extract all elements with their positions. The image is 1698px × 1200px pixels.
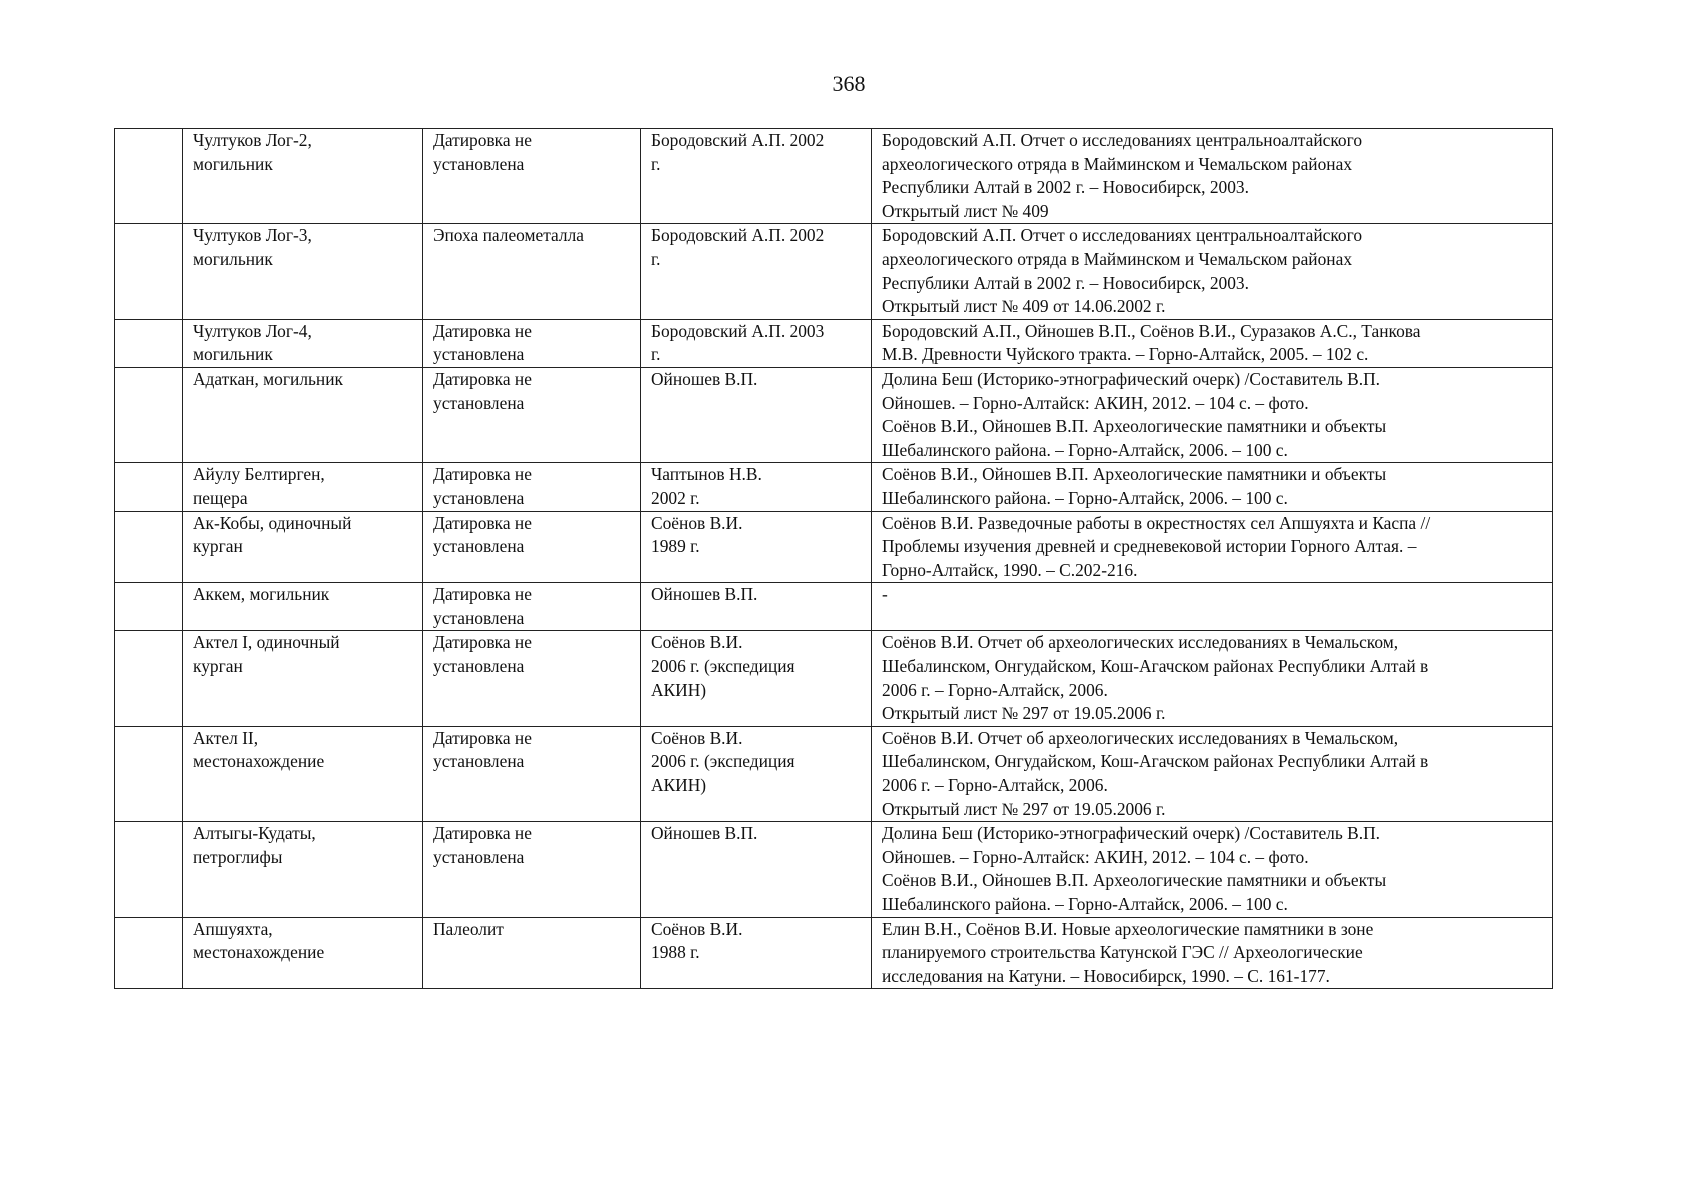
cell-text-line: Бородовский А.П. 2002 — [651, 130, 825, 150]
cell-text-line: Соёнов В.И. Отчет об археологических исследованиях в Чемальском, — [882, 632, 1399, 653]
cell-text-line: курган — [193, 656, 243, 677]
site-name-cell — [183, 463, 423, 511]
cell-text-line: Открытый лист № 297 от 19.05.2006 г. — [882, 703, 1166, 724]
sources-cell — [872, 583, 1553, 631]
cell-text-line: установлена — [433, 846, 525, 867]
site-name-cell — [183, 822, 423, 917]
cell-text-line: Шебалинском, Онгудайском, Кош-Агачском районах Республики Алтай в — [882, 656, 1429, 677]
cell-text-line: 2006 г. (экспедиция — [651, 656, 795, 677]
researcher-cell — [641, 367, 872, 462]
row-number-cell — [115, 631, 183, 726]
cell-text-line: установлена — [433, 751, 525, 772]
table-row — [115, 224, 1553, 319]
researcher-cell — [641, 583, 872, 631]
cell-text-line: Айулу Белтирген, — [193, 464, 325, 485]
cell-text-line: Елин В.Н., Соёнов В.И. Новые археологические памятники в зоне — [882, 918, 1374, 939]
monuments-table-body — [115, 129, 1553, 989]
researcher-cell — [641, 319, 872, 367]
cell-text-line: Шебалинском, Онгудайском, Кош-Агачском районах Республики Алтай в — [882, 751, 1429, 772]
cell-text-line: Соёнов В.И. — [651, 632, 743, 653]
cell-text-line: Актел II, — [193, 727, 259, 748]
cell-text-line: установлена — [433, 392, 525, 413]
cell-text-line: Ак-Кобы, одиночный — [193, 512, 352, 533]
cell-text-line: Датировка не — [433, 823, 532, 844]
site-name-cell — [183, 319, 423, 367]
row-number-cell — [115, 129, 183, 224]
cell-text-line: г. — [651, 344, 661, 365]
sources-cell — [872, 367, 1553, 462]
cell-text-line: Проблемы изучения древней и средневековой истории Горного Алтая. – — [882, 536, 1417, 557]
cell-text-line: Датировка не — [433, 320, 532, 341]
row-number-cell — [115, 917, 183, 989]
researcher-cell — [641, 463, 872, 511]
monuments-table — [114, 128, 1553, 989]
cell-text-line: АКИН) — [651, 775, 707, 796]
cell-text-line: - — [882, 584, 888, 605]
cell-text-line: Шебалинского района. – Горно-Алтайск, 2006. – 100 с. — [882, 487, 1288, 508]
dating-cell — [423, 822, 641, 917]
cell-text-line: Датировка не — [433, 464, 532, 485]
cell-text-line: 2006 г. – Горно-Алтайск, 2006. — [882, 775, 1108, 796]
cell-text-line: Датировка не — [433, 727, 532, 748]
cell-text-line: установлена — [433, 487, 525, 508]
sources-cell — [872, 631, 1553, 726]
table-row — [115, 511, 1553, 583]
researcher-cell — [641, 129, 872, 224]
cell-text-line: Соёнов В.И. Отчет об археологических исследованиях в Чемальском, — [882, 727, 1399, 748]
cell-text-line: петроглифы — [193, 846, 283, 867]
cell-text-line: Ойношев В.П. — [651, 368, 758, 389]
cell-text-line: Соёнов В.И., Ойношев В.П. Археологические памятники и объекты — [882, 416, 1387, 437]
cell-text-line: Долина Беш (Историко-этнографический очерк) /Составитель В.П. — [882, 368, 1380, 389]
site-name-cell — [183, 631, 423, 726]
cell-text-line: Открытый лист № 409 — [882, 200, 1049, 221]
cell-text-line: Адаткан, могильник — [193, 368, 343, 389]
cell-text-line: Чултуков Лог-2, — [193, 130, 312, 150]
row-number-cell — [115, 583, 183, 631]
cell-text-line: могильник — [193, 248, 273, 269]
sources-cell — [872, 129, 1553, 224]
researcher-cell — [641, 726, 872, 821]
row-number-cell — [115, 822, 183, 917]
cell-text-line: Ойношев. – Горно-Алтайск: АКИН, 2012. – 104 с. – фото. — [882, 392, 1309, 413]
cell-text-line: М.В. Древности Чуйского тракта. – Горно-Алтайск, 2005. – 102 с. — [882, 344, 1369, 365]
cell-text-line: исследования на Катуни. – Новосибирск, 1990. – С. 161-177. — [882, 965, 1330, 986]
row-number-cell — [115, 319, 183, 367]
cell-text-line: установлена — [433, 344, 525, 365]
cell-text-line: установлена — [433, 656, 525, 677]
site-name-cell — [183, 224, 423, 319]
cell-text-line: установлена — [433, 536, 525, 557]
cell-text-line: Датировка не — [433, 632, 532, 653]
cell-text-line: Ойношев В.П. — [651, 823, 758, 844]
researcher-cell — [641, 224, 872, 319]
dating-cell — [423, 917, 641, 989]
cell-text-line: Бородовский А.П. 2003 — [651, 320, 825, 341]
dating-cell — [423, 726, 641, 821]
site-name-cell — [183, 129, 423, 224]
sources-cell — [872, 319, 1553, 367]
cell-text-line: Бородовский А.П., Ойношев В.П., Соёнов В.И., Суразаков А.С., Танкова — [882, 320, 1421, 341]
researcher-cell — [641, 631, 872, 726]
dating-cell — [423, 463, 641, 511]
cell-text-line: Датировка не — [433, 130, 532, 150]
cell-text-line: Открытый лист № 297 от 19.05.2006 г. — [882, 798, 1166, 819]
cell-text-line: Открытый лист № 409 от 14.06.2002 г. — [882, 296, 1166, 317]
cell-text-line: Чултуков Лог-4, — [193, 320, 312, 341]
cell-text-line: 2006 г. (экспедиция — [651, 751, 795, 772]
cell-text-line: Чултуков Лог-3, — [193, 225, 312, 246]
table-row — [115, 463, 1553, 511]
cell-text-line: Шебалинского района. – Горно-Алтайск, 2006. – 100 с. — [882, 894, 1288, 914]
cell-text-line: 2006 г. – Горно-Алтайск, 2006. — [882, 679, 1108, 700]
cell-text-line: установлена — [433, 153, 525, 174]
cell-text-line: курган — [193, 536, 243, 557]
row-number-cell — [115, 224, 183, 319]
cell-text-line: пещера — [193, 487, 248, 508]
table-row — [115, 631, 1553, 726]
sources-cell — [872, 726, 1553, 821]
cell-text-line: Долина Беш (Историко-этнографический очерк) /Составитель В.П. — [882, 823, 1380, 844]
cell-text-line: Чаптынов Н.В. — [651, 464, 762, 485]
cell-text-line: 1988 г. — [651, 942, 700, 963]
cell-text-line: местонахождение — [193, 942, 325, 963]
table-row — [115, 129, 1553, 224]
cell-text-line: Бородовский А.П. 2002 — [651, 225, 825, 246]
cell-text-line: археологического отряда в Майминском и Чемальском районах — [882, 248, 1353, 269]
cell-text-line: Шебалинского района. – Горно-Алтайск, 2006. – 100 с. — [882, 439, 1288, 460]
row-number-cell — [115, 726, 183, 821]
cell-text-line: могильник — [193, 344, 273, 365]
cell-text-line: местонахождение — [193, 751, 325, 772]
cell-text-line: Алтыгы-Кудаты, — [193, 823, 316, 844]
cell-text-line: Соёнов В.И., Ойношев В.П. Археологические памятники и объекты — [882, 464, 1387, 485]
cell-text-line: Бородовский А.П. Отчет о исследованиях центральноалтайского — [882, 225, 1363, 246]
cell-text-line: 2002 г. — [651, 487, 700, 508]
cell-text-line: установлена — [433, 607, 525, 628]
cell-text-line: Аккем, могильник — [193, 584, 330, 605]
cell-text-line: 1989 г. — [651, 536, 700, 557]
cell-text-line: Ойношев В.П. — [651, 584, 758, 605]
dating-cell — [423, 367, 641, 462]
cell-text-line: могильник — [193, 153, 273, 174]
dating-cell — [423, 319, 641, 367]
researcher-cell — [641, 511, 872, 583]
dating-cell — [423, 583, 641, 631]
table-row — [115, 726, 1553, 821]
cell-text-line: Эпоха палеометалла — [433, 225, 585, 246]
cell-text-line: Соёнов В.И. — [651, 512, 743, 533]
cell-text-line: г. — [651, 153, 661, 174]
cell-text-line: Датировка не — [433, 512, 532, 533]
cell-text-line: Соёнов В.И., Ойношев В.П. Археологические памятники и объекты — [882, 870, 1387, 891]
table-row — [115, 319, 1553, 367]
dating-cell — [423, 511, 641, 583]
cell-text-line: Апшуяхта, — [193, 918, 273, 939]
cell-text-line: г. — [651, 248, 661, 269]
sources-cell — [872, 917, 1553, 989]
cell-text-line: Горно-Алтайск, 1990. – С.202-216. — [882, 559, 1138, 580]
cell-text-line: Палеолит — [433, 918, 504, 939]
cell-text-line: Бородовский А.П. Отчет о исследованиях центральноалтайского — [882, 130, 1363, 150]
dating-cell — [423, 631, 641, 726]
site-name-cell — [183, 917, 423, 989]
row-number-cell — [115, 367, 183, 462]
page-number: 368 — [832, 71, 866, 96]
cell-text-line: Соёнов В.И. Разведочные работы в окрестностях сел Апшуяхта и Каспа // — [882, 512, 1431, 533]
site-name-cell — [183, 367, 423, 462]
row-number-cell — [115, 463, 183, 511]
cell-text-line: Ойношев. – Горно-Алтайск: АКИН, 2012. – 104 с. – фото. — [882, 846, 1309, 867]
cell-text-line: АКИН) — [651, 679, 707, 700]
sources-cell — [872, 822, 1553, 917]
dating-cell — [423, 129, 641, 224]
table-row — [115, 917, 1553, 989]
row-number-cell — [115, 511, 183, 583]
table-row — [115, 583, 1553, 631]
cell-text-line: археологического отряда в Майминском и Чемальском районах — [882, 153, 1353, 174]
sources-cell — [872, 224, 1553, 319]
cell-text-line: Республики Алтай в 2002 г. – Новосибирск, 2003. — [882, 177, 1249, 198]
site-name-cell — [183, 583, 423, 631]
cell-text-line: Соёнов В.И. — [651, 918, 743, 939]
researcher-cell — [641, 917, 872, 989]
cell-text-line: Соёнов В.И. — [651, 727, 743, 748]
cell-text-line: Республики Алтай в 2002 г. – Новосибирск, 2003. — [882, 272, 1249, 293]
site-name-cell — [183, 511, 423, 583]
site-name-cell — [183, 726, 423, 821]
table-row — [115, 822, 1553, 917]
researcher-cell — [641, 822, 872, 917]
cell-text-line: Датировка не — [433, 584, 532, 605]
cell-text-line: планируемого строительства Катунской ГЭС // Археологические — [882, 942, 1363, 963]
dating-cell — [423, 224, 641, 319]
sources-cell — [872, 463, 1553, 511]
cell-text-line: Актел I, одиночный — [193, 632, 340, 653]
cell-text-line: Датировка не — [433, 368, 532, 389]
table-row — [115, 367, 1553, 462]
sources-cell — [872, 511, 1553, 583]
